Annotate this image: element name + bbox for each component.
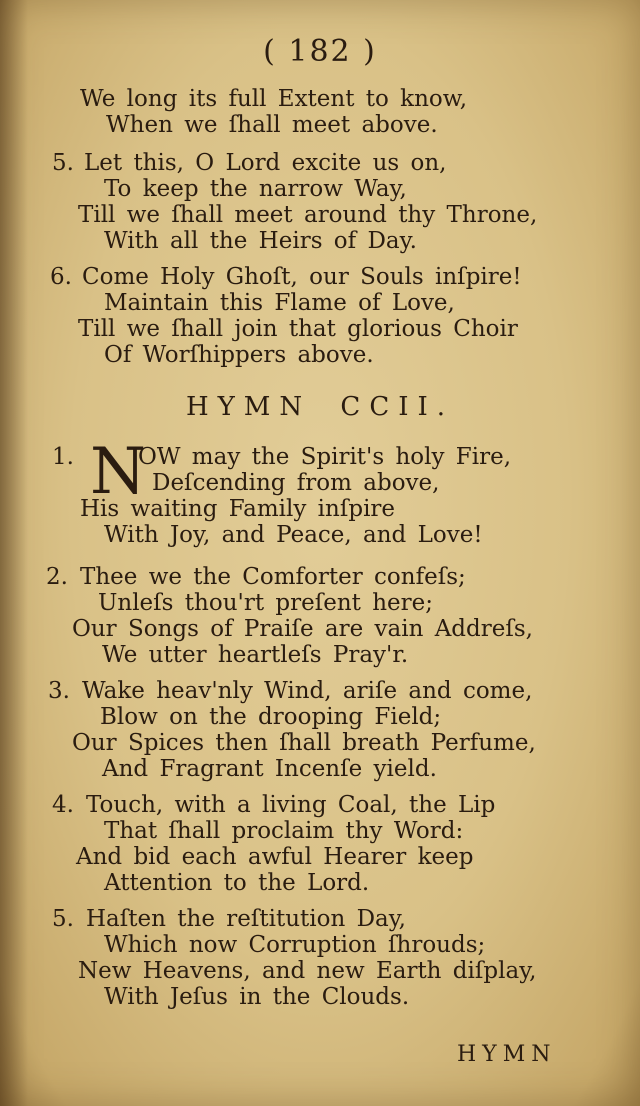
catchword: HYMN	[457, 1042, 557, 1067]
verse-line: Deſcending from above,	[152, 470, 440, 496]
verse-line: With Jeſus in the Clouds.	[104, 984, 410, 1010]
verse-line: Of Worſhippers above.	[104, 342, 374, 368]
verse-line: With Joy, and Peace, and Love!	[104, 522, 483, 548]
verse-line: Till we ſhall meet around thy Throne,	[78, 202, 538, 228]
verse-line: Our Songs of Praiſe are vain Addreſs,	[72, 616, 533, 642]
stanza-number: 2.	[46, 564, 68, 590]
verse-line: And bid each awful Hearer keep	[76, 844, 474, 870]
verse-line: Haſten the reſtitution Day,	[86, 906, 406, 932]
stanza-number: 5.	[52, 150, 74, 176]
verse-line: Blow on the drooping Field;	[100, 704, 442, 730]
stanza-number: 1.	[52, 444, 74, 470]
verse-line: Come Holy Ghoſt, our Souls inſpire!	[82, 264, 522, 290]
verse-line: Touch, with a living Coal, the Lip	[86, 792, 496, 818]
drop-cap: N	[90, 435, 146, 509]
continuation-line: When we ſhall meet above.	[106, 112, 438, 138]
hymn-title: HYMN CCII.	[185, 392, 455, 422]
verse-line: New Heavens, and new Earth diſplay,	[78, 958, 537, 984]
verse-line: Thee we the Comforter confeſs;	[80, 564, 466, 590]
verse-line: Maintain this Flame of Love,	[104, 290, 455, 316]
verse-line: We utter heartleſs Pray'r.	[102, 642, 409, 668]
verse-line: Let this, O Lord excite us on,	[84, 150, 447, 176]
verse-line: Unleſs thou'rt preſent here;	[98, 590, 433, 616]
verse-line: Wake heav'nly Wind, ariſe and come,	[82, 678, 533, 704]
verse-line: His waiting Family inſpire	[80, 496, 396, 522]
verse-line: With all the Heirs of Day.	[104, 228, 417, 254]
verse-line: And Fragrant Incenſe yield.	[102, 756, 437, 782]
verse-line: To keep the narrow Way,	[104, 176, 407, 202]
verse-line: Our Spices then ſhall breath Perfume,	[72, 730, 536, 756]
continuation-line: We long its full Extent to know,	[80, 86, 468, 112]
verse-line: That ſhall proclaim thy Word:	[104, 818, 464, 844]
verse-line: OW may the Spirit's holy Fire,	[138, 444, 512, 470]
verse-line: Attention to the Lord.	[104, 870, 370, 896]
stanza-number: 4.	[52, 792, 74, 818]
verse-line: Which now Corruption ſhrouds;	[104, 932, 486, 958]
stanza-number: 3.	[48, 678, 70, 704]
stanza-number: 6.	[50, 264, 72, 290]
page-number: ( 182 )	[263, 34, 377, 69]
stanza-number: 5.	[52, 906, 74, 932]
verse-line: Till we ſhall join that glorious Choir	[78, 316, 518, 342]
page-gutter-shadow	[0, 0, 28, 1106]
